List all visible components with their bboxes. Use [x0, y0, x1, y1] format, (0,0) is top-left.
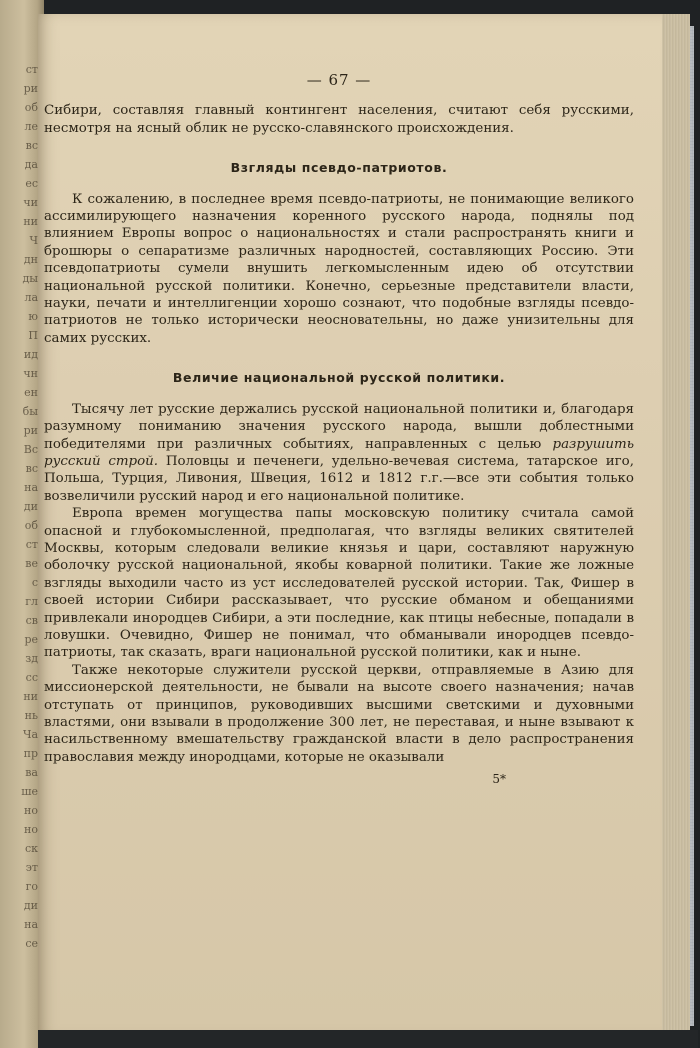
left-page-fragment: нь — [24, 709, 38, 722]
left-page-fragment: ла — [24, 291, 38, 304]
signature-mark: 5* — [492, 772, 506, 787]
left-page-fragment: го — [25, 880, 38, 893]
paragraph-church: Также некоторые служители русской церкви, отправляемые в Азию для миссионерской деятельности, не бывали на высоте своего назначения; начав отступать от принципов, руководивших высшими светскими и духовными властями, они взывали в продолжение 300 лет, не переставая, и ныне взывают к насильственному вмешательству гражданской власти в дело распространения православия между инородцами, которые не оказывали — [44, 662, 634, 765]
left-page-fragment: дн — [23, 253, 38, 266]
left-page-fragment: ст — [25, 538, 38, 551]
left-page-fragment: ни — [23, 215, 38, 228]
left-page-fragment: пр — [23, 747, 38, 760]
paragraph-millennium-part-a: Тысячу лет русские держались русской национальной политики и, благодаря разумному пониманию значения русского народа, вышли доблестными победителями при различных событиях, направленных с целью — [44, 401, 634, 452]
left-page-fragment: ес — [25, 177, 38, 190]
paragraph-millennium-italic: разрушить русский строй. — [44, 436, 634, 469]
left-page-fragment: ди — [23, 899, 38, 912]
section-heading-national-policy: Величие национальной русской политики. — [172, 370, 506, 386]
left-page-text-fragments — [0, 60, 40, 953]
page-stack-edge — [660, 14, 690, 1036]
page-content — [44, 72, 634, 789]
paragraph-millennium — [44, 401, 634, 505]
left-page-fragment: гл — [25, 595, 38, 608]
background-bottom — [38, 1030, 698, 1048]
left-page-fragment: ре — [24, 633, 38, 646]
left-page-fragment: ше — [21, 785, 38, 798]
left-page-fragment: се — [25, 937, 38, 950]
paragraph-millennium-part-b: Половцы и печенеги, удельно-вечевая система, татарское иго, Польша, Турция, Ливония, Швеция, 1612 и 1812 г.г.—все эти события только возвеличили русский народ и его национальной политике. — [44, 453, 634, 504]
left-page-fragment: ни — [23, 690, 38, 703]
left-page-fragment: об — [24, 101, 38, 114]
left-page-fragment: на — [24, 481, 38, 494]
left-page-fragment: чн — [23, 367, 38, 380]
left-page-fragment: ди — [23, 500, 38, 513]
left-page-fragment: чи — [23, 196, 38, 209]
left-page-fragment: но — [24, 804, 38, 817]
left-page-fragment: ве — [25, 557, 38, 570]
page-number: — 67 — — [306, 71, 372, 89]
left-page-fragment: Ч — [29, 234, 38, 247]
left-page-fragment: сс — [25, 671, 38, 684]
left-page-fragment: зд — [25, 652, 38, 665]
paragraph-pseudo-patriots: К сожалению, в последнее время псевдо-патриоты, не понимающие великого ассимилирующего назначения коренного русского народа, поднялы под влиянием Европы вопрос о национальностях и стали распространять книги и брошюры о сепаратизме различных народностей, составляющих Россию. Эти псевдопатриоты сумели внушить легкомысленным идею об отсутствии национальной русской политики. Конечно, серьезные представители власти, науки, печати и интеллигенции хорошо сознают, что подобные взгляды псевдо-патриотов не только исторически неосновательны, но даже унизительны для самих русских. — [44, 191, 634, 346]
section-heading-pseudo-patriots: Взгляды псевдо-патриотов. — [230, 160, 448, 176]
left-page-fragment: ле — [24, 120, 38, 133]
left-page-fragment: ю — [28, 310, 38, 323]
left-page-fragment: ри — [23, 82, 38, 95]
left-page-fragment: ен — [24, 386, 38, 399]
left-page-fragment: эт — [25, 861, 38, 874]
left-page-fragment: ид — [23, 348, 38, 361]
left-page-fragment: да — [24, 158, 38, 171]
left-page-fragment: св — [25, 614, 38, 627]
left-page-fragment: ри — [23, 424, 38, 437]
left-page-fragment: П — [28, 329, 38, 342]
left-page-fragment: Вс — [23, 443, 38, 456]
left-page-fragment: вс — [25, 139, 38, 152]
paragraph-europe: Европа времен могущества папы московскую политику считала самой опасной и глубокомысленной, предполагая, что взгляды великих святителей Москвы, которым следовали великие князья и цари, составляют наружную оболочку русской национальной, якобы коварной политики. Такие же ложные взгляды выходили часто из уст исследователей русской истории. Так, Фишер в своей истории Сибири рассказывает, что русские обманом и обещаниями привлекали инородцев Сибири, а эти последние, как птицы небесные, попадали в ловушки. Очевидно, Фишер не понимал, что обманывали инородцев псевдо-патриоты, так сказать, враги национальной русской политики, как и ныне. — [44, 506, 634, 661]
left-page-fragment: Ча — [22, 728, 38, 741]
paragraph-opening: Сибири, составляя главный контингент населения, считают себя русскими, несмотря на ясный облик не русско-славянского происхождения. — [44, 103, 634, 136]
left-page-fragment: с — [31, 576, 38, 589]
left-page-fragment: бы — [22, 405, 38, 418]
left-page-fragment: ва — [25, 766, 38, 779]
left-page-fragment: вс — [25, 462, 38, 475]
left-page-fragment: на — [24, 918, 38, 931]
left-page-fragment: но — [24, 823, 38, 836]
left-page-fragment: ст — [25, 63, 38, 76]
left-page-fragment: об — [24, 519, 38, 532]
left-page-fragment: ды — [22, 272, 38, 285]
left-page-fragment: ск — [24, 842, 38, 855]
